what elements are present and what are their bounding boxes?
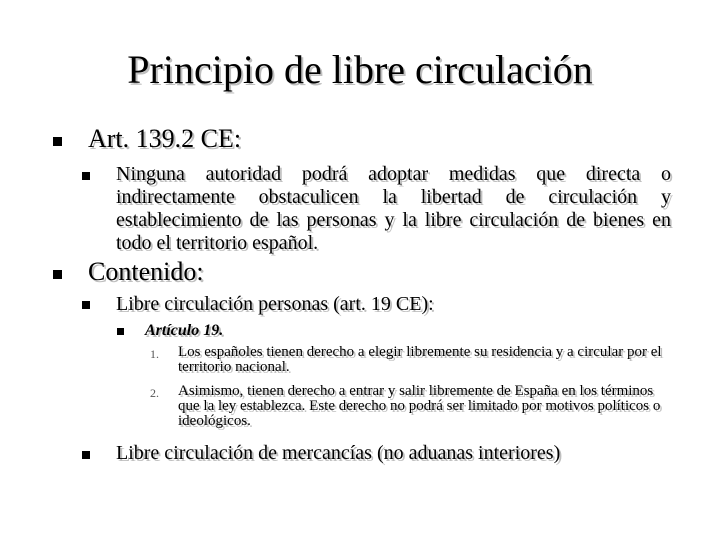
- item-mercancias-label: Libre circulación de mercancías (no aduanas interiores): [116, 442, 561, 464]
- article-19-heading: Artículo 19.: [145, 322, 224, 339]
- bullet-icon: [82, 451, 90, 459]
- bullet-icon: [82, 301, 90, 309]
- item-art-139-text: Ninguna autoridad podrá adoptar medidas que directa o indirectamente obstaculicen la libertad de circulación y establecimiento de las personas y la libre circulación de bienes en todo el territorio español.: [116, 163, 671, 254]
- bullet-icon: [117, 328, 124, 335]
- item-contenido-label: Contenido:: [88, 257, 204, 286]
- item-personas-label: Libre circulación personas (art. 19 CE):: [116, 293, 434, 315]
- article-19-point-2: Asimismo, tienen derecho a entrar y salir libremente de España en los términos que la ley establezca. Este derecho no podrá ser limitado por motivos políticos o ideológicos.: [178, 383, 661, 429]
- point-number: 2.: [150, 386, 159, 400]
- item-art-139-label: Art. 139.2 CE:: [88, 124, 242, 153]
- bullet-icon: [82, 172, 90, 180]
- bullet-icon: [53, 270, 62, 279]
- slide-title: Principio de libre circulación: [127, 47, 593, 92]
- point-number: 1.: [150, 347, 159, 361]
- article-19-point-1: Los españoles tienen derecho a elegir libremente su residencia y a circular por el territorio nacional.: [178, 344, 662, 375]
- bullet-icon: [53, 137, 62, 146]
